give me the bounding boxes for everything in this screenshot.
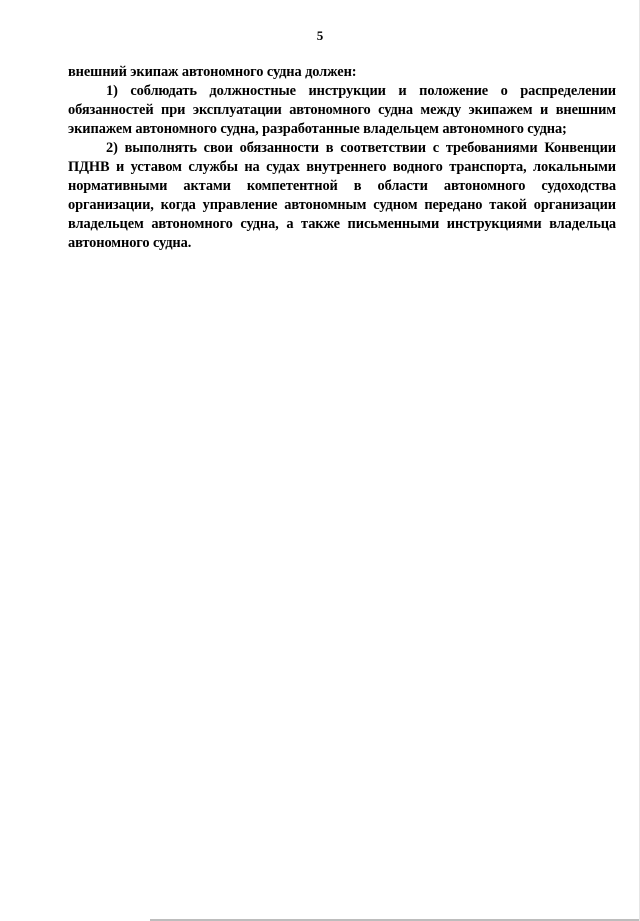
intro-paragraph: внешний экипаж автономного судна должен: <box>68 64 357 80</box>
list-item: 1) соблюдать должностные инструкции и положение о распределении обязанностей при эксплуатации автономного судна между экипажем и внешним экипажем автономного судна, разработанные владельцем автономного судна; <box>68 83 616 137</box>
document-body <box>68 63 616 253</box>
page-number: 5 <box>316 28 324 43</box>
list-item: 2) выполнять свои обязанности в соответствии с требованиями Конвенции ПДНВ и уставом службы на судах внутреннего водного транспорта, локальными нормативными актами компетентной в области автономного судоходства организации, когда управление автономным судном передано такой организации владельцем автономного судна, а также письменными инструкциями владельца автономного судна. <box>68 140 616 251</box>
